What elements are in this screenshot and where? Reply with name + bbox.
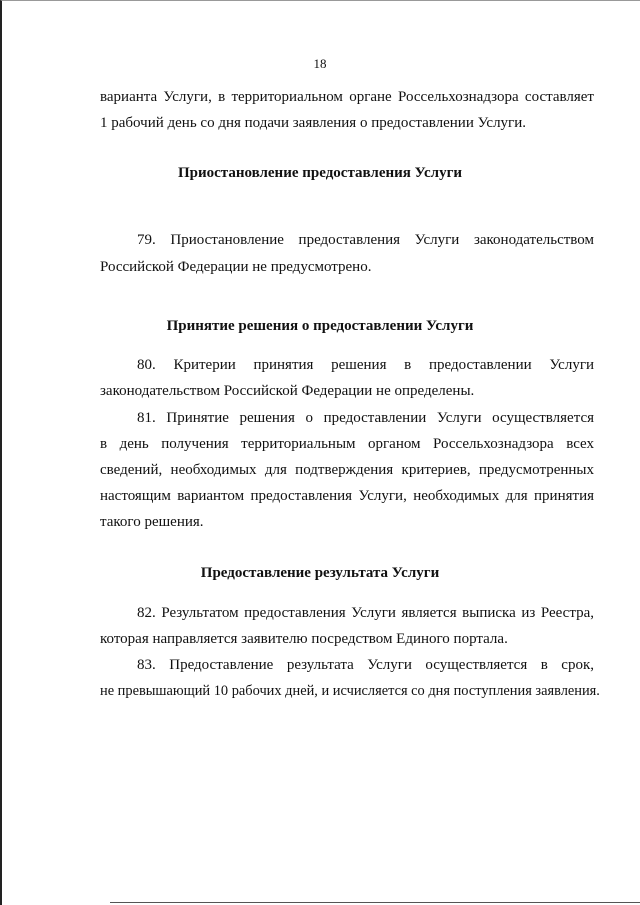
paragraph-81-line: 81. Принятие решения о предоставлении Услуги осуществляется xyxy=(137,410,594,426)
paragraph-83-line: не превышающий 10 рабочих дней, и исчисляется со дня поступления заявления. xyxy=(100,683,600,699)
paragraph-81-line: в день получения территориальным органом Россельхознадзора всех xyxy=(100,436,594,452)
page-number: 18 xyxy=(313,56,327,71)
paragraph-81-line: настоящим вариантом предоставления Услуги, необходимых для принятия xyxy=(100,488,594,504)
paragraph-79-line: Российской Федерации не предусмотрено. xyxy=(100,259,372,275)
section-heading-suspension: Приостановление предоставления Услуги xyxy=(177,165,463,181)
paragraph-82-line: которая направляется заявителю посредством Единого портала. xyxy=(100,631,508,647)
paragraph-80-line: законодательством Российской Федерации не определены. xyxy=(100,383,475,399)
section-heading-result: Предоставление результата Услуги xyxy=(200,565,440,581)
paragraph-80-line: 80. Критерии принятия решения в предоставлении Услуги xyxy=(137,357,594,373)
paragraph-82-line: 82. Результатом предоставления Услуги является выписка из Реестра, xyxy=(137,605,594,621)
paragraph-81-line: сведений, необходимых для подтверждения критериев, предусмотренных xyxy=(100,462,594,478)
paragraph-83-line: 83. Предоставление результата Услуги осуществляется в срок, xyxy=(137,657,594,673)
section-heading-decision: Принятие решения о предоставлении Услуги xyxy=(166,318,474,334)
text-line: варианта Услуги, в территориальном органе Россельхознадзора составляет xyxy=(100,89,594,105)
paragraph-79-line: 79. Приостановление предоставления Услуги законодательством xyxy=(137,232,594,248)
text-line: 1 рабочий день со дня подачи заявления о предоставлении Услуги. xyxy=(100,115,526,131)
page-bottom-edge xyxy=(110,902,640,903)
paragraph-81-line: такого решения. xyxy=(100,514,204,530)
